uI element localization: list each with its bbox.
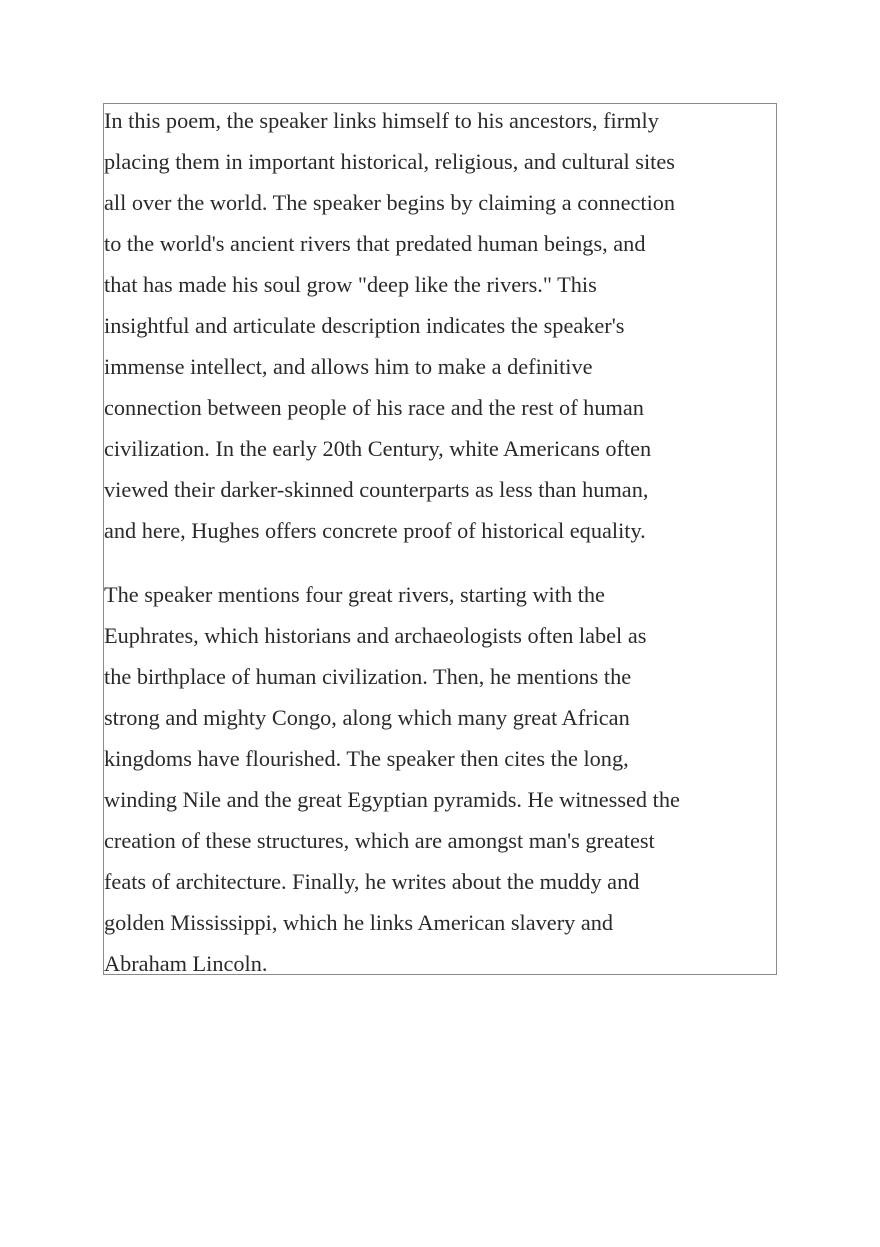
text-frame [103, 103, 777, 975]
text-line: winding Nile and the great Egyptian pyramids. He witnessed the [104, 787, 680, 812]
text-line: to the world's ancient rivers that predated human beings, and [104, 231, 646, 256]
text-line: placing them in important historical, religious, and cultural sites [104, 149, 675, 174]
text-line: connection between people of his race and the rest of human [104, 395, 644, 420]
text-line: creation of these structures, which are amongst man's greatest [104, 828, 655, 853]
text-line: Abraham Lincoln. [104, 951, 268, 976]
text-line: In this poem, the speaker links himself to his ancestors, firmly [104, 108, 659, 133]
text-line: golden Mississippi, which he links American slavery and [104, 910, 614, 935]
text-line: feats of architecture. Finally, he writes about the muddy and [104, 869, 640, 894]
text-line: the birthplace of human civilization. Then, he mentions the [104, 664, 632, 689]
text-line: insightful and articulate description indicates the speaker's [104, 313, 625, 338]
text-line: Euphrates, which historians and archaeologists often label as [104, 623, 647, 648]
text-line: The speaker mentions four great rivers, starting with the [104, 582, 605, 607]
text-line: strong and mighty Congo, along which many great African [104, 705, 630, 730]
paragraph-2 [104, 578, 680, 988]
text-line: viewed their darker-skinned counterparts as less than human, [104, 477, 649, 502]
text-line: immense intellect, and allows him to make a definitive [104, 354, 593, 379]
text-line: all over the world. The speaker begins by claiming a connection [104, 190, 676, 215]
text-line: that has made his soul grow "deep like the rivers." This [104, 272, 597, 297]
text-line: civilization. In the early 20th Century, white Americans often [104, 436, 652, 461]
text-line: kingdoms have flourished. The speaker then cites the long, [104, 746, 629, 771]
paragraph-1 [104, 104, 675, 555]
text-line: and here, Hughes offers concrete proof of historical equality. [104, 518, 646, 543]
